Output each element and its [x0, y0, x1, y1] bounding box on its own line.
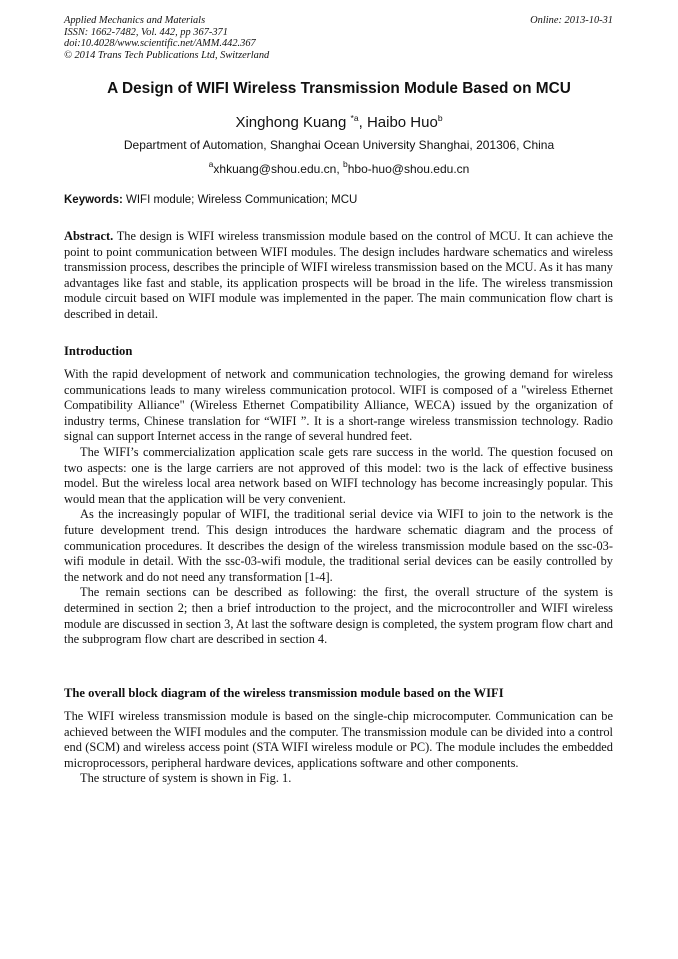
keywords-text: WIFI module; Wireless Communication; MCU [122, 194, 358, 206]
paper-title: A Design of WIFI Wireless Transmission Module Based on MCU [107, 80, 571, 97]
abstract-label: Abstract. [64, 229, 114, 243]
copyright-line: © 2014 Trans Tech Publications Ltd, Switzerland [64, 49, 270, 61]
paragraph: As the increasingly popular of WIFI, the traditional serial device via WIFI to join to the network is the future development trend. This design introduces the hardware schematic diagram and the process of communication procedures. It describes the design of the wireless transmission module based on the ssc-03-wifi module in detail. With the ssc-03-wifi module, the traditional serial devices can be easily controlled by the network and do not need any transformation [1-4]. [64, 507, 613, 584]
section-heading: The overall block diagram of the wireless transmission module based on the WIFI [64, 686, 504, 700]
issn-line: ISSN: 1662-7482, Vol. 442, pp 367-371 [64, 26, 228, 38]
section2-body [64, 709, 613, 787]
doi-line: doi:10.4028/www.scientific.net/AMM.442.367 [64, 38, 256, 50]
abstract-text: The design is WIFI wireless transmission module based on the control of MCU. It can achieve the point to point communication between WIFI modules. The design includes hardware schematics and wireless transmission process, describes the principle of WIFI wireless transmission based on the MCU. As it has many advantages like fast and stable, its application prospects will be broad in the life. The wireless transmission module circuit based on WIFI module was implemented in the paper. The main communication flow chart is described in detail. [64, 229, 614, 321]
introduction-body [64, 367, 613, 648]
online-date: Online: 2013-10-31 [530, 15, 613, 26]
author-name: Haibo Huo [366, 114, 438, 131]
author-name: Xinghong Kuang [235, 114, 347, 131]
author-line [0, 113, 678, 131]
email-address[interactable]: xhkuang@shou.edu.cn [213, 162, 337, 176]
section-heading: Introduction [64, 344, 133, 358]
paragraph: The WIFI wireless transmission module is based on the single-chip microcomputer. Communication can be achieved between the WIFI modules and the computer. The transmission module can be divided into a control end (SCM) and wireless access point (STA WIFI wireless module or PC). The module includes the embedded microprocessors, peripheral hardware devices, applications software and other components. [64, 709, 613, 770]
author-marker: *a [350, 113, 359, 123]
keywords [64, 194, 357, 206]
email-address[interactable]: hbo-huo@shou.edu.cn [347, 162, 470, 176]
email-line [0, 159, 678, 176]
email-separator: , [336, 162, 343, 176]
abstract [64, 229, 613, 323]
paragraph: With the rapid development of network and communication technologies, the growing demand for wireless communications leads to many wireless communication protocol. WIFI is composed of a "wireless Ethernet Compatibility Alliance" (Wireless Ethernet Compatibility Alliance, WECA) issued by the organization of industry terms, Chinese translation for “WIFI ”. It is a short-range wireless transmission technology. Radio signal can support Internet access in the range of several hundred feet. [64, 367, 613, 444]
paragraph: The remain sections can be described as following: the first, the overall structure of the system is determined in section 2; then a brief introduction to the project, and the microcontroller and WIFI wireless module are discussed in section 3, At last the software design is completed, the system program flow chart and the subprogram flow chart are described in section 4. [64, 585, 613, 647]
email-marker: a [208, 159, 214, 169]
email-marker: b [343, 159, 348, 169]
author-marker: b [437, 113, 443, 123]
paragraph: The structure of system is shown in Fig. 1. [80, 771, 292, 786]
journal-name: Applied Mechanics and Materials [64, 15, 206, 26]
author-separator: , [358, 114, 367, 131]
keywords-label: Keywords: [64, 194, 123, 206]
paragraph: The WIFI’s commercialization application scale gets rare success in the world. The question focused on two aspects: one is the large carriers are not approved of this model: two is the lack of effective business model. But the wireless local area network based on WIFI technology has become increasingly popular. This would mean that the application will be very convenient. [64, 444, 613, 506]
affiliation: Department of Automation, Shanghai Ocean University Shanghai, 201306, China [123, 138, 555, 152]
journal-header [64, 15, 269, 61]
